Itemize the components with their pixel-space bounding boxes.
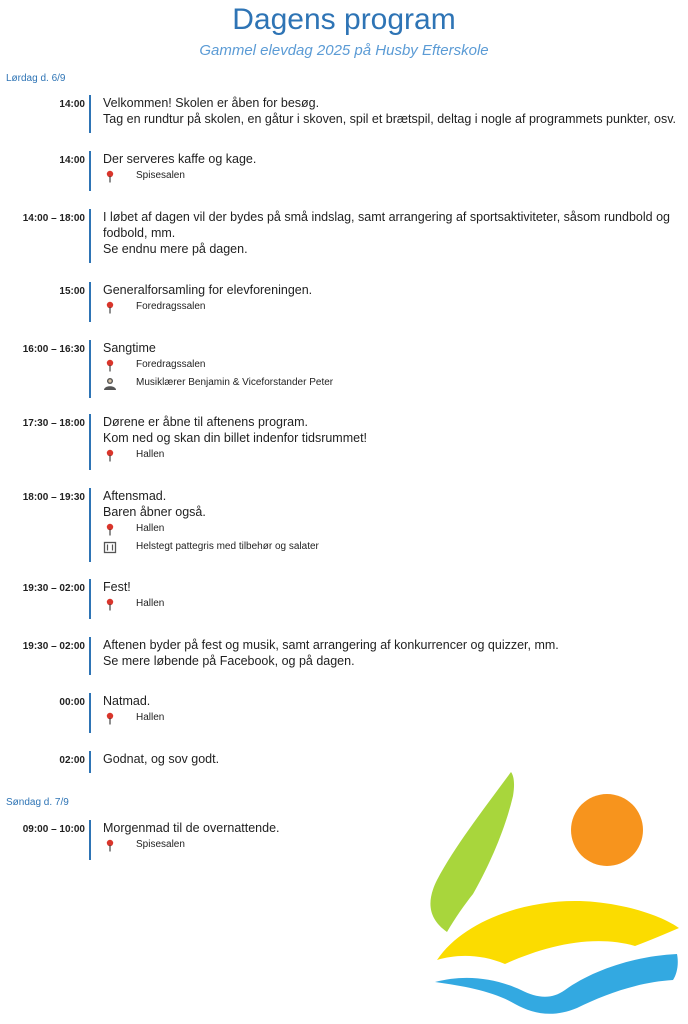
entry-text: Velkommen! Skolen er åben for besøg. [103,96,320,110]
food-icon [103,541,117,554]
entry-detail [103,595,668,613]
entry-content [103,751,668,767]
school-logo [425,768,681,1018]
entry-text: Aftensmad. [103,489,167,503]
entry-content [103,414,668,464]
entry-time: 15:00 [59,286,85,297]
entry-content [103,579,668,613]
entry-text: Se endnu mere på dagen. [103,242,248,256]
entry-detail [103,709,668,727]
entry-text: Dørene er åbne til aftenens program. [103,415,308,429]
entry-content [103,488,668,556]
entry-text: Der serveres kaffe og kage. [103,152,257,166]
entry-text: Sangtime [103,341,156,355]
entry-divider [89,693,91,733]
logo-yellow-wave [437,901,679,964]
entry-text: Aftenen byder på fest og musik, samt arrangering af konkurrencer og quizzer, mm. [103,638,559,652]
entry-time: 14:00 – 18:00 [22,213,85,224]
entry-text: Fest! [103,580,131,594]
entry-detail-text: Foredragssalen [136,301,206,312]
entry-time: 14:00 [59,155,85,166]
entry-detail-text: Helstegt pattegris med tilbehør og salater [136,541,319,552]
entry-detail-text: Spisesalen [136,170,185,181]
page-title: Dagens program [232,3,456,36]
entry-detail-text: Hallen [136,449,165,460]
entry-divider [89,209,91,263]
entry-detail-text: Foredragssalen [136,359,206,370]
entry-time: 18:00 – 19:30 [22,492,85,503]
person-icon [103,377,117,390]
entry-time: 02:00 [59,755,85,766]
logo-sun [571,794,643,866]
page-subtitle: Gammel elevdag 2025 på Husby Efterskole [199,42,489,59]
entry-detail [103,374,668,392]
entry-text: Morgenmad til de overnattende. [103,821,280,835]
entry-time: 00:00 [59,697,85,708]
entry-divider [89,151,91,191]
entry-detail [103,298,668,316]
entry-divider [89,282,91,322]
entry-time: 19:30 – 02:00 [22,641,85,652]
entry-detail [103,167,668,185]
entry-divider [89,414,91,470]
entry-divider [89,579,91,619]
entry-divider [89,820,91,860]
location-pin-icon [103,170,117,183]
entry-content [103,637,668,669]
entry-text: Tag en rundtur på skolen, en gåtur i skoven, spil et brætspil, deltag i nogle af programmets punkter, osv. [103,112,676,126]
entry-content [103,95,676,127]
entry-text: Kom ned og skan din billet indenfor tidsrummet! [103,431,368,445]
entry-detail [103,520,668,538]
logo-leaf [430,772,514,932]
entry-text: I løbet af dagen vil der bydes på små indslag, samt arrangering af sportsaktiviteter, såsom rundbold og [103,210,670,224]
entry-detail-text: Hallen [136,598,165,609]
entry-detail-text: Hallen [136,712,165,723]
day-heading: Lørdag d. 6/9 [6,73,66,84]
entry-text: Godnat, og sov godt. [103,752,220,766]
location-pin-icon [103,301,117,314]
entry-time: 09:00 – 10:00 [22,824,85,835]
entry-text: Natmad. [103,694,151,708]
logo-blue-wave [435,954,678,1014]
entry-divider [89,340,91,398]
location-pin-icon [103,712,117,725]
entry-text: fodbold, mm. [103,226,176,240]
entry-divider [89,488,91,562]
entry-divider [89,751,91,773]
entry-detail-text: Spisesalen [136,839,185,850]
entry-content [103,282,668,316]
entry-detail [103,356,668,374]
location-pin-icon [103,523,117,536]
entry-divider [89,95,91,133]
entry-time: 16:00 – 16:30 [22,344,85,355]
entry-content [103,209,668,257]
entry-detail-text: Hallen [136,523,165,534]
entry-detail-text: Musiklærer Benjamin & Viceforstander Peter [136,377,334,388]
day-heading: Søndag d. 7/9 [6,797,69,808]
entry-detail [103,538,668,556]
location-pin-icon [103,839,117,852]
entry-detail [103,446,668,464]
entry-text: Generalforsamling for elevforeningen. [103,283,313,297]
location-pin-icon [103,598,117,611]
location-pin-icon [103,359,117,372]
entry-content [103,340,668,392]
entry-divider [89,637,91,675]
entry-time: 19:30 – 02:00 [22,583,85,594]
entry-content [103,693,668,727]
location-pin-icon [103,449,117,462]
entry-time: 17:30 – 18:00 [22,418,85,429]
entry-text: Baren åbner også. [103,505,206,519]
entry-text: Se mere løbende på Facebook, og på dagen. [103,654,355,668]
entry-time: 14:00 [59,99,85,110]
entry-content [103,151,668,185]
